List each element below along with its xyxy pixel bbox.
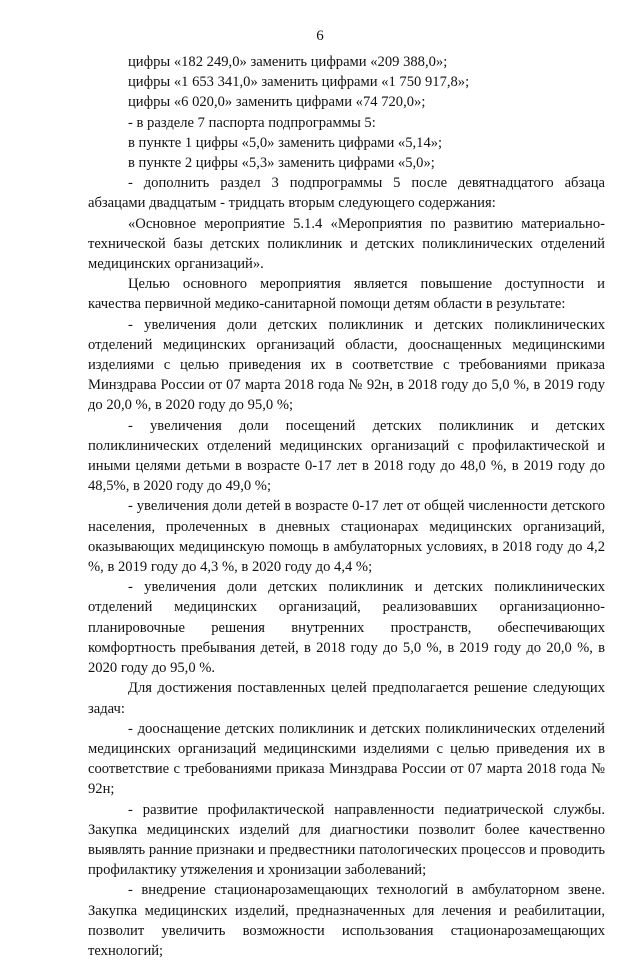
paragraph: - дополнить раздел 3 подпрограммы 5 после девятнадцатого абзаца абзацами двадцатым - тридцать вторым следующего содержания:: [88, 175, 605, 212]
paragraph: цифры «1 653 341,0» заменить цифрами «1 750 917,8»;: [128, 74, 470, 91]
paragraph: - развитие профилактической направленности педиатрической службы. Закупка медицинских изделий для диагностики позволит более качественно выявлять ранние признаки и предвестники патологических процессов и проводить профилактику утяжеления и хронизации заболеваний;: [88, 801, 605, 879]
paragraph: Для достижения поставленных целей предполагается решение следующих задач:: [88, 680, 605, 717]
document-body: [88, 52, 605, 961]
paragraph: - увеличения доли детей в возрасте 0-17 лет от общей численности детского населения, пролеченных в дневных стационарах медицинских организаций, оказывающих медицинскую помощь в амбулаторных условиях, в 2018 году до 4,2 %, в 2019 году до 4,3 %, в 2020 году до 4,4 %;: [88, 498, 605, 576]
paragraph: - увеличения доли посещений детских поликлиник и детских поликлинических отделений медицинских организаций с профилактической и иными целями детьми в возрасте 0-17 лет в 2018 году до 48,0 %, в 2019 году до 48,5%, в 2020 году до 49,0 %;: [88, 417, 605, 495]
paragraph: - дооснащение детских поликлиник и детских поликлинических отделений медицинских организаций медицинскими изделиями с целью приведения их в соответствие с требованиями приказа Минздрава России от 07 марта 2018 года № 92н;: [88, 720, 605, 798]
page-number: 6: [316, 28, 324, 44]
paragraph: Целью основного мероприятия является повышение доступности и качества первичной медико-санитарной помощи детям области в результате:: [88, 276, 605, 313]
paragraph: в пункте 2 цифры «5,3» заменить цифрами «5,0»;: [128, 155, 435, 172]
paragraph: цифры «6 020,0» заменить цифрами «74 720,0»;: [128, 94, 426, 111]
paragraph: «Основное мероприятие 5.1.4 «Мероприятия по развитию материально-технической базы детских поликлиник и детских поликлинических отделений медицинских организаций».: [88, 215, 605, 273]
paragraph: цифры «182 249,0» заменить цифрами «209 388,0»;: [128, 54, 448, 70]
paragraph: - в разделе 7 паспорта подпрограммы 5:: [128, 114, 376, 131]
paragraph: - внедрение стационарозамещающих технологий в амбулаторном звене. Закупка медицинских изделий, предназначенных для лечения и реабилитации, позволит увеличить возможности использования стационарозамещающих технологий;: [88, 882, 605, 959]
paragraph: - увеличения доли детских поликлиник и детских поликлинических отделений медицинских организаций, реализовавших организационно-планировочные решения внутренних пространств, обеспечивающих комфортность пребывания детей, в 2018 году до 5,0 %, в 2019 году до 20,0 %, в 2020 году до 95,0 %.: [88, 579, 605, 677]
paragraph: в пункте 1 цифры «5,0» заменить цифрами «5,14»;: [128, 134, 443, 151]
paragraph: - увеличения доли детских поликлиник и детских поликлинических отделений медицинских организаций области, дооснащенных медицинскими изделиями с целью приведения их в соответствие с требованиями приказа Минздрава России от 07 марта 2018 года № 92н, в 2018 году до 5,0 %, в 2019 году до 20,0 %, в 2020 году до 95,0 %;: [88, 316, 605, 414]
